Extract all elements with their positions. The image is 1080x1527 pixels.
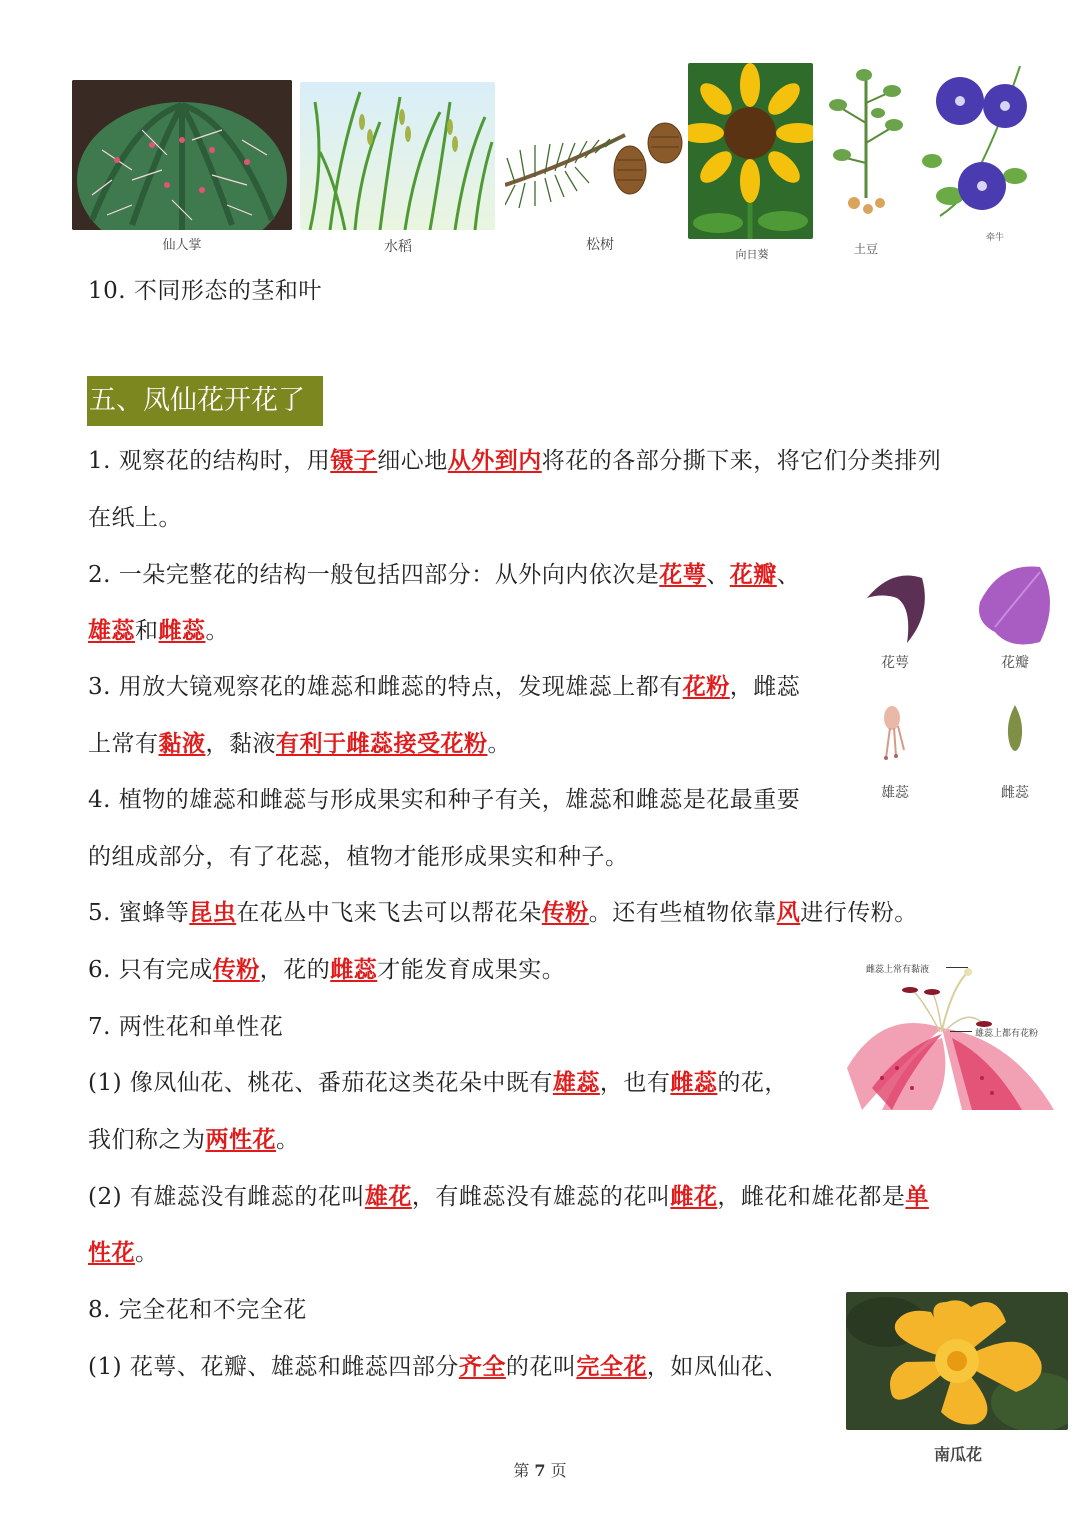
- part-label-pistil: 雌蕊: [1001, 785, 1029, 801]
- keyword: 花粉: [682, 673, 730, 700]
- text: 细心地: [377, 448, 448, 474]
- text: 。: [276, 1127, 300, 1153]
- paragraph-7-line-4: [88, 1238, 159, 1268]
- paragraph-7-title: 7. 两性花和单性花: [88, 1014, 284, 1040]
- text: ，也有: [599, 1070, 671, 1096]
- text: 才能发育成果实。: [377, 957, 566, 983]
- text: 6. 只有完成: [88, 957, 213, 983]
- text: ，如凤仙花、: [646, 1354, 788, 1380]
- section-heading: 五、凤仙花开花了: [87, 376, 323, 426]
- sepal-image: [862, 568, 930, 646]
- paragraph-7-line-2: [88, 1125, 300, 1155]
- page-number-value: 7: [534, 1461, 546, 1480]
- paragraph-4-line-1: 4. 植物的雄蕊和雌蕊与形成果实和种子有关，雄蕊和雌蕊是花最重要: [88, 787, 801, 813]
- part-label-sepal: 花萼: [881, 655, 909, 671]
- text: 5. 蜜蜂等: [88, 900, 190, 926]
- text: 我们称之为: [88, 1127, 206, 1153]
- paragraph-8-line-1: [88, 1352, 788, 1382]
- text: ，有雌蕊没有雄蕊的花叫: [411, 1184, 671, 1210]
- stamen-image: [876, 700, 912, 760]
- text: ，花的: [259, 957, 331, 983]
- lily-pointer-line: [946, 967, 968, 968]
- keyword: 雌花: [670, 1183, 718, 1210]
- text: 。: [135, 1240, 159, 1266]
- paragraph-3-line-1: [88, 672, 800, 702]
- text: ，雌花和雄花都是: [717, 1184, 906, 1210]
- list-item-10: 10. 不同形态的茎和叶: [88, 278, 322, 304]
- keyword: 从外到内: [447, 447, 542, 474]
- keyword: 雄花: [364, 1183, 412, 1210]
- morning-glory-image: [920, 66, 1045, 231]
- paragraph-1-line-2: 在纸上。: [88, 505, 182, 531]
- lily-label-stigma: 雌蕊上常有黏液: [866, 965, 930, 975]
- paragraph-4-line-2: 的组成部分，有了花蕊，植物才能形成果实和种子。: [88, 844, 629, 870]
- keyword: 雌蕊: [670, 1069, 718, 1096]
- text: 和: [135, 618, 159, 644]
- text: 在花丛中飞来飞去可以帮花朵: [236, 900, 542, 926]
- text: 。: [205, 618, 229, 644]
- keyword: 镊子: [330, 447, 378, 474]
- text: ，黏液: [205, 731, 276, 757]
- keyword: 单: [905, 1183, 929, 1210]
- keyword: 雄蕊: [88, 617, 135, 644]
- text: 、: [706, 562, 730, 588]
- paragraph-7-line-3: [88, 1182, 929, 1212]
- keyword: 传粉: [541, 899, 589, 926]
- plant-caption: 土豆: [853, 242, 878, 256]
- keyword: 性花: [88, 1239, 135, 1266]
- paragraph-2-line-2: [88, 616, 229, 646]
- plant-caption: 牵牛: [985, 233, 1004, 243]
- cactus-image: [72, 80, 292, 230]
- sunflower-image: [688, 63, 813, 239]
- text: 上常有: [88, 731, 159, 757]
- keyword: 雄蕊: [552, 1069, 600, 1096]
- text: 1. 观察花的结构时，用: [88, 448, 331, 474]
- page-number: [0, 1458, 1080, 1481]
- text: 的花，: [717, 1070, 788, 1096]
- paragraph-6: [88, 955, 565, 985]
- text: 。还有些植物依靠: [588, 900, 777, 926]
- keyword: 两性花: [205, 1126, 276, 1153]
- keyword: 花萼: [659, 561, 707, 588]
- lily-label-anther: 雄蕊上都有花粉: [975, 1029, 1039, 1039]
- keyword: 齐全: [458, 1353, 506, 1380]
- keyword: 黏液: [158, 730, 206, 757]
- lily-pointer-line: [950, 1031, 972, 1032]
- plant-caption: 向日葵: [735, 248, 769, 261]
- keyword: 有利于雌蕊接受花粉: [276, 730, 488, 757]
- potato-plant-image: [826, 63, 906, 223]
- keyword: 雌蕊: [158, 617, 206, 644]
- text: 3. 用放大镜观察花的雄蕊和雌蕊的特点，发现雄蕊上都有: [88, 674, 683, 700]
- keyword: 风: [776, 899, 801, 926]
- keyword: 昆虫: [189, 899, 237, 926]
- page-prefix: 第: [513, 1461, 530, 1480]
- part-label-stamen: 雄蕊: [881, 785, 909, 801]
- text: 。: [487, 731, 511, 757]
- petal-image: [970, 562, 1060, 650]
- text: 、: [776, 562, 801, 588]
- keyword: 传粉: [212, 956, 260, 983]
- text: (2) 有雄蕊没有雌蕊的花叫: [88, 1184, 365, 1210]
- pistil-image: [1002, 705, 1028, 757]
- page-suffix: 页: [550, 1461, 567, 1480]
- keyword: 完全花: [576, 1353, 647, 1380]
- paragraph-5: [88, 898, 918, 928]
- text: 2. 一朵完整花的结构一般包括四部分：从外向内依次是: [88, 562, 660, 588]
- part-label-petal: 花瓣: [1001, 655, 1029, 671]
- keyword: 花瓣: [729, 561, 777, 588]
- pumpkin-caption: 南瓜花: [933, 1445, 982, 1464]
- paragraph-8-title: 8. 完全花和不完全花: [88, 1297, 307, 1323]
- pine-image: [505, 95, 687, 225]
- text: ，雌蕊: [729, 674, 801, 700]
- text: (1) 花萼、花瓣、雄蕊和雌蕊四部分: [88, 1354, 459, 1380]
- paragraph-7-line-1: [88, 1068, 788, 1098]
- plant-caption: 水稻: [384, 239, 412, 255]
- text: 的花叫: [505, 1354, 577, 1380]
- paragraph-3-line-2: [88, 729, 511, 759]
- plant-caption: 松树: [586, 237, 614, 253]
- keyword: 雌蕊: [330, 956, 378, 983]
- text: (1) 像凤仙花、桃花、番茄花这类花朵中既有: [88, 1070, 553, 1096]
- lily-image: [842, 968, 1054, 1110]
- plant-caption: 仙人掌: [162, 238, 202, 253]
- rice-image: [300, 82, 495, 230]
- text: 将花的各部分撕下来，将它们分类排列: [541, 448, 942, 474]
- pumpkin-flower-image: [846, 1292, 1068, 1430]
- text: 进行传粉。: [800, 900, 918, 926]
- paragraph-2-line-1: [88, 560, 800, 590]
- paragraph-1-line-1: [88, 446, 941, 476]
